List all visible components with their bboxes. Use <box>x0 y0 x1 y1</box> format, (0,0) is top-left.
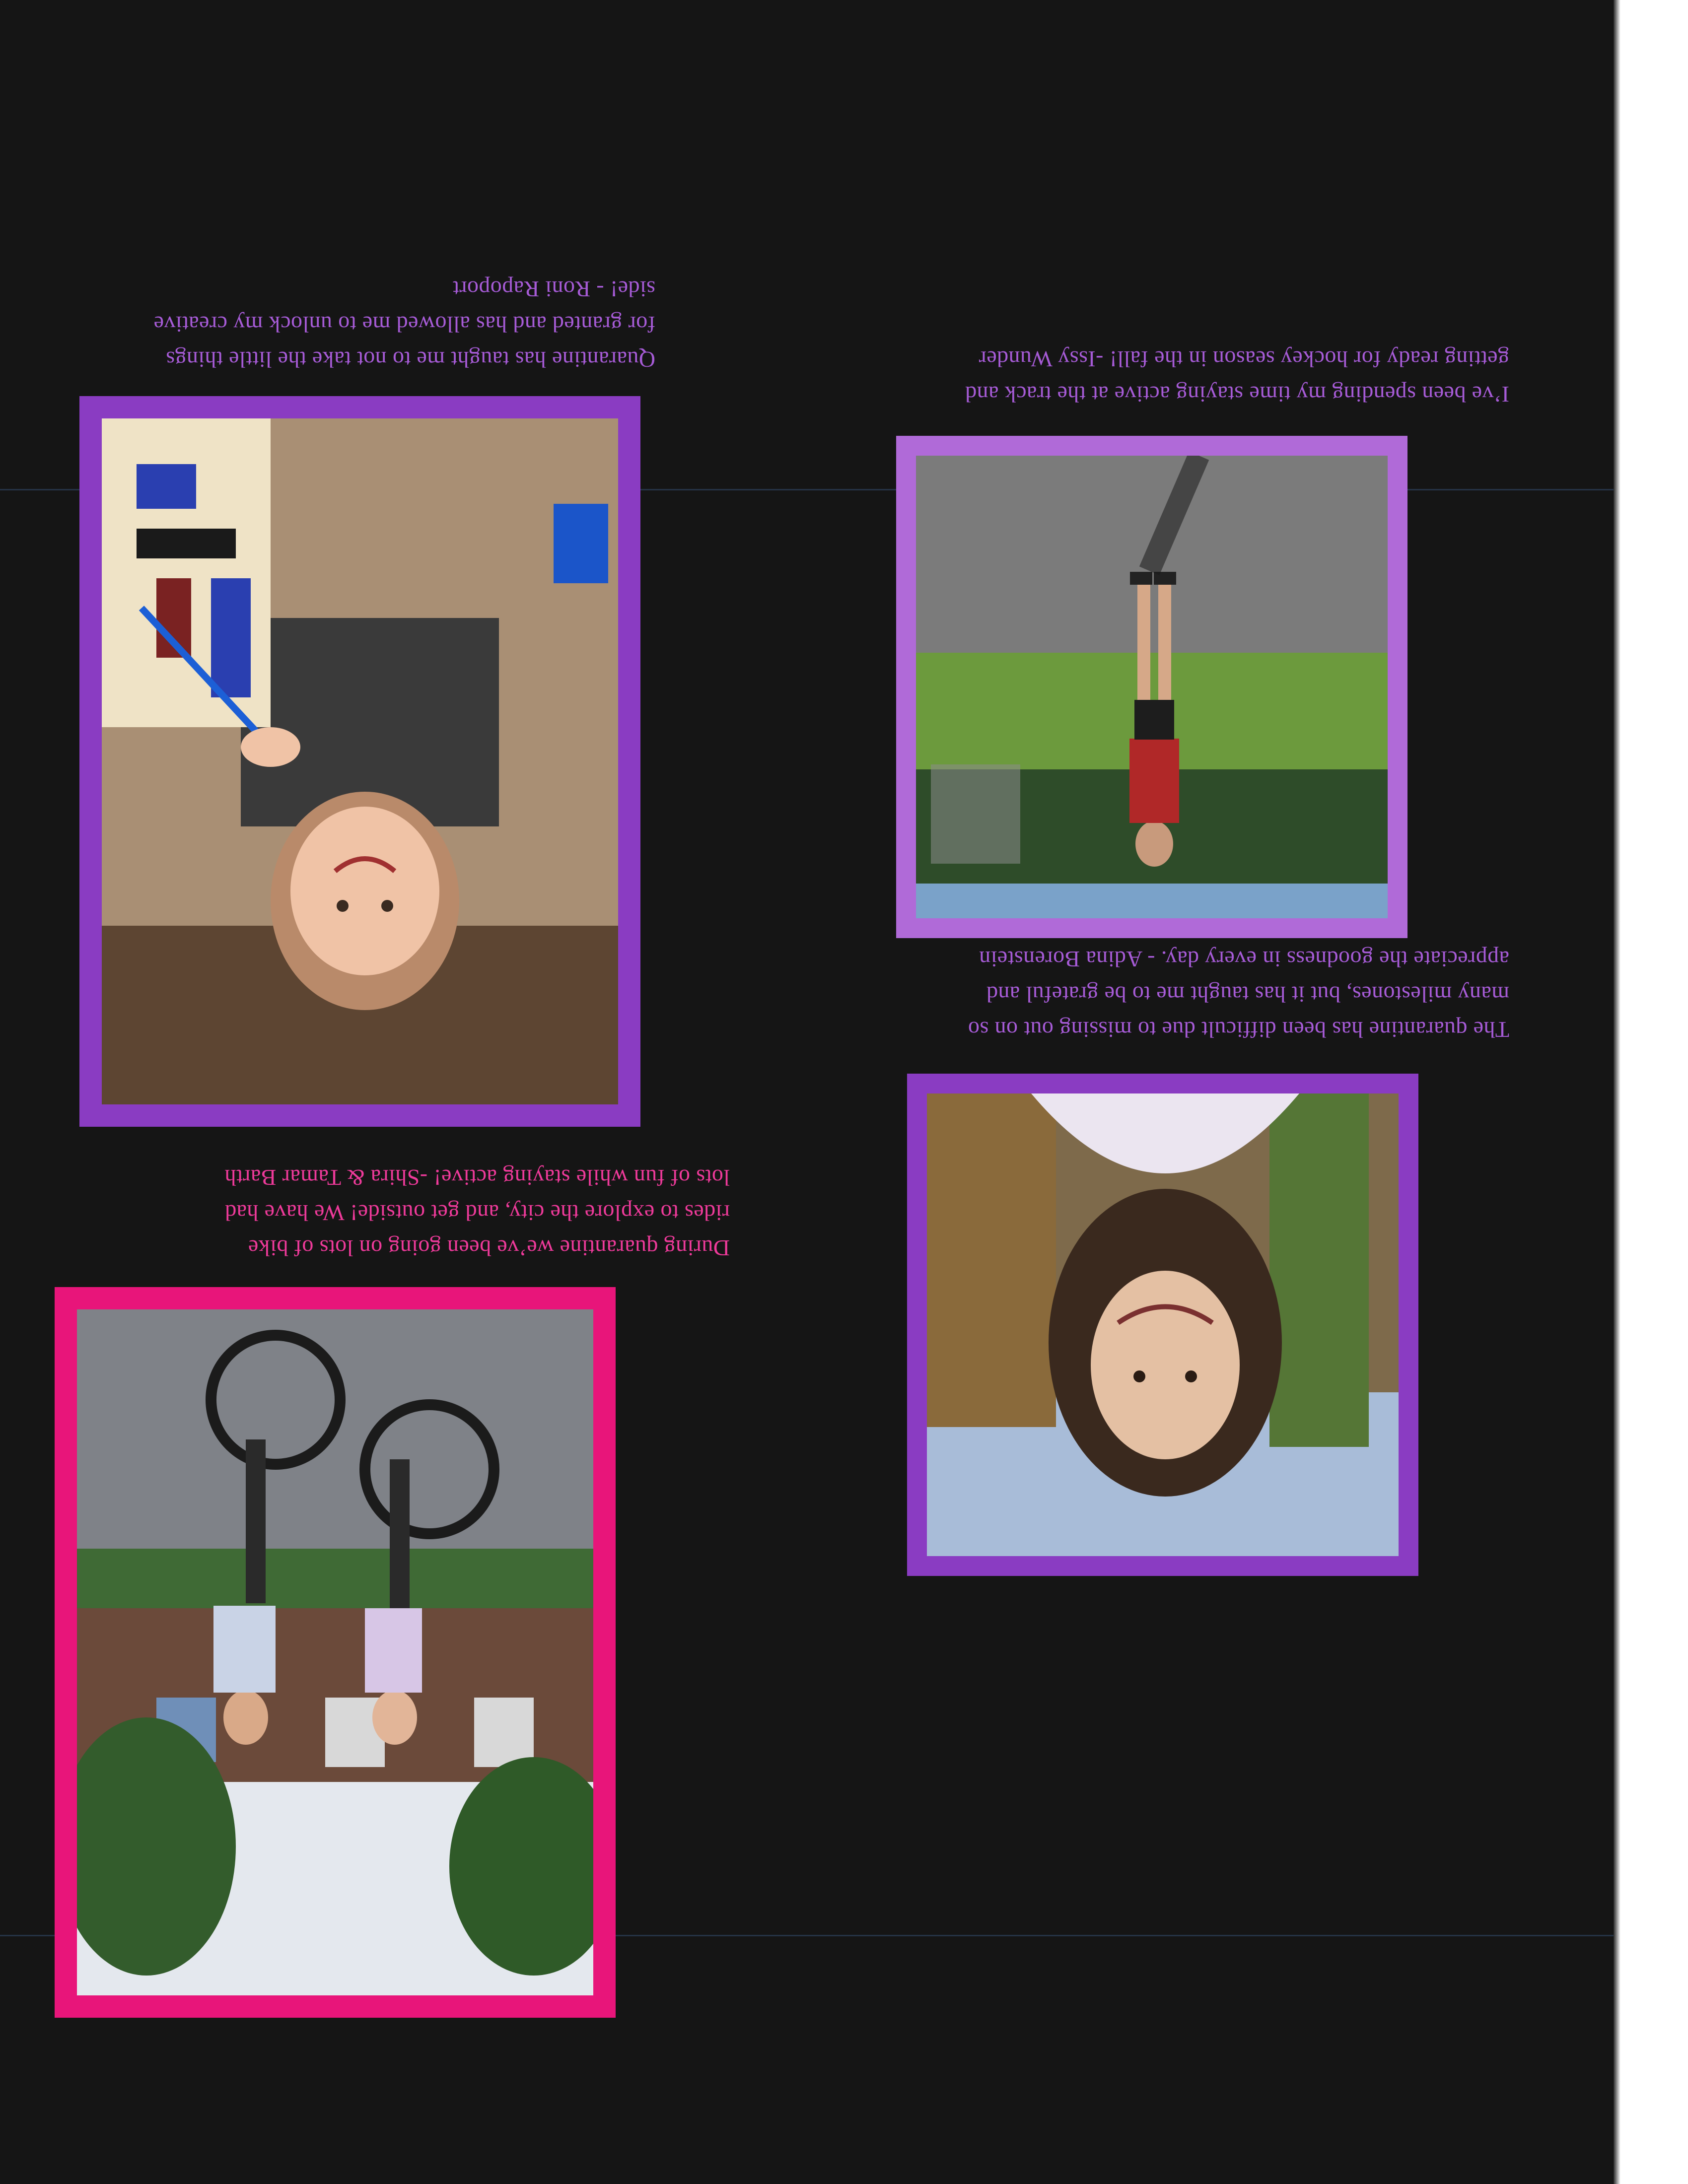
caption-line: appreciate the goodness in every day. - Adina Borenstein <box>979 947 1509 972</box>
caption-line: for granted and has allowed me to unlock my creative <box>153 312 655 337</box>
caption-line: During quarantine we’ve been going on lots of bike <box>248 1235 730 1261</box>
caption-line: lots of fun while staying active! -Shira & Tamar Barth <box>224 1165 730 1190</box>
caption-line: The quarantine has been difficult due to missing out on so <box>968 1017 1509 1042</box>
caption-line: I’ve been spending my time staying active at the track and <box>965 382 1509 407</box>
caption-line: side! - Roni Rapoport <box>452 276 655 302</box>
caption-line: Quarantine has taught me to not take the little things <box>165 347 655 372</box>
scan-edge <box>1614 0 1620 2184</box>
caption-line: rides to explore the city, and get outside! We have had <box>224 1200 730 1226</box>
caption-line: many milestones, but it has taught me to be grateful and <box>986 982 1509 1007</box>
caption-line: getting ready for hockey season in the fall! -Issy Wunder <box>979 346 1509 372</box>
